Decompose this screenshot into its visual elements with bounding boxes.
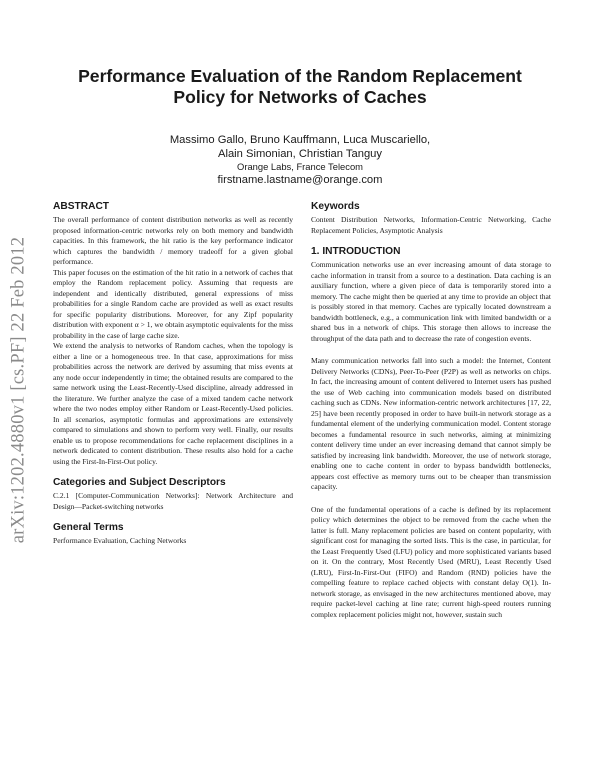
- title-line-1: Performance Evaluation of the Random Replacement: [78, 66, 522, 86]
- left-column: [53, 200, 293, 556]
- keywords-text: Content Distribution Networks, Information-Centric Networking, Cache Replacement Policies, Asymptotic Analysis: [311, 215, 551, 235]
- affiliation: Orange Labs, France Telecom: [237, 161, 363, 172]
- arxiv-sidebar: [4, 210, 34, 570]
- paper-title: [60, 66, 540, 108]
- right-column: [311, 200, 551, 629]
- abstract-paragraph-3: We extend the analysis to networks of Random caches, when the topology is either a line or a homogeneous tree. In that case, approximations for miss probabilities across the network are derived by assuming that miss events at any node occur independently in time; the obtained results are compared to the same network using the Least-Recently-Used discipline, already addressed in the literature. We further analyze the case of a mixed tandem cache network where the two nodes employ either Random or Least-Recently-Used policies. In all scenarios, asymptotic formulas and approximations are extensively compared to simulations and shown to perform very well. Finally, our results enable us to propose recommendations for cache replacement disciplines in a network dedicated to content distribution. These results also hold for a cache using the First-In-First-Out policy.: [53, 341, 293, 466]
- author-block: [120, 133, 480, 187]
- keywords-section: [311, 200, 551, 236]
- introduction-heading: 1. INTRODUCTION: [311, 246, 401, 257]
- categories-heading: Categories and Subject Descriptors: [53, 477, 226, 488]
- authors-line-1: Massimo Gallo, Bruno Kauffmann, Luca Muscariello,: [169, 134, 431, 146]
- introduction-paragraph-3: One of the fundamental operations of a cache is defined by its replacement policy which determines the object to be removed from the cache when the latter is full. Many replacement policies are based on content popularity, with significant cost for managing the sorted lists. This is the case, in particular, for the Least Frequently Used (LFU) policy and more sophisticated variants based on it. On the contrary, Most Recently Used (MRU), Least Recently Used (LRU), First-In-First-Out (FIFO) and Random (RND) policies have the compelling feature to replace cached objects with constant delay O(1). In-network storage, as envisaged in the new architectures mentioned above, may require packet-level caching at line rate; current high-speed routers running complex replacement policies might not, however, sustain such: [311, 504, 551, 619]
- keywords-heading: Keywords: [311, 201, 360, 212]
- terms-section: [53, 521, 293, 547]
- introduction-paragraph-1: Communication networks use an ever increasing amount of data storage to cache information in transit from a source to a destination. Data caching is an auxiliary function, where a given piece of data is temporarily stored into a memory. The cache might then be queried at any time to provide an object that is possibly stored in that memory. Caches are typically located downstream a bandwidth bottleneck, e.g., a communication link with limited bandwidth or a shared bus in a network of chips. This storage then allows to increase the throughput of the data path and to decrease the rate of congestion events.: [311, 260, 551, 343]
- author-email[interactable]: firstname.lastname@orange.com: [217, 174, 383, 186]
- authors-line-2: Alain Simonian, Christian Tanguy: [218, 148, 382, 160]
- introduction-section: [311, 245, 551, 620]
- categories-text: C.2.1 [Computer-Communication Networks]: Network Architecture and Design—Packet-switching networks: [53, 491, 293, 511]
- abstract-paragraph-2: This paper focuses on the estimation of the hit ratio in a network of caches that employ the Random replacement policy. Assuming that requests are independent and identically distributed, general expressions of miss probabilities for a single Random cache are provided as well as exact results for specific popularity distributions. Moreover, for any Zipf popularity distribution with exponent α > 1, we obtain asymptotic equivalents for the miss probability in the case of large cache size.: [53, 267, 293, 340]
- abstract-heading: ABSTRACT: [53, 201, 110, 212]
- title-line-2: Policy for Networks of Caches: [173, 87, 427, 107]
- arxiv-identifier[interactable]: arXiv:1202.4880v1 [cs.PF] 22 Feb 2012: [8, 236, 29, 544]
- introduction-paragraph-2: Many communication networks fall into such a model: the Internet, Content Delivery Networks (CDNs), Peer-To-Peer (P2P) as well as networks on chips. In fact, the increasing amount of content delivered to Internet users has pushed the use of Web caching into communication models based on distributed caching such as CDNs. New information-centric network architectures [17, 22, 25] have been recently proposed in order to have built-in network storage as a fundamental element of the underlying communication model. Content storage becomes a fundamental resource in such networks, aiming at minimizing content delivery time under an ever increasing demand that cannot simply be satisfied by increasing link bandwidth. Moreover, the use of network storage, enabling one to cache content in order to bypass bandwidth bottlenecks, appears cost effective as memory turns out to be cheaper than transmission capacity.: [311, 356, 551, 491]
- terms-heading: General Terms: [53, 522, 124, 533]
- abstract-section: [53, 200, 293, 467]
- abstract-paragraph-1: The overall performance of content distribution networks as well as recently proposed information-centric networks rely on both memory and bandwidth capacities. In this framework, the hit ratio is the key performance indicator which captures the bandwidth / memory tradeoff for a given global performance.: [53, 215, 293, 266]
- categories-section: [53, 476, 293, 512]
- terms-text: Performance Evaluation, Caching Networks: [53, 536, 187, 545]
